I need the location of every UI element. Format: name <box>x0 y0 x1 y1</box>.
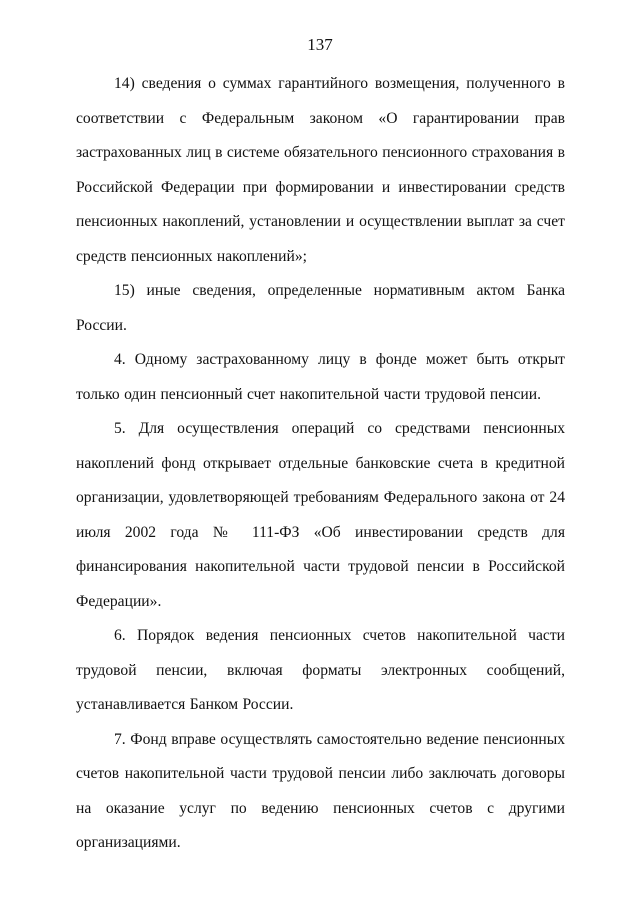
paragraph-clause-6: 6. Порядок ведения пенсионных счетов накопительной части трудовой пенсии, включая форматы электронных сообщений, устанавливается Банком России. <box>76 627 565 713</box>
document-body <box>76 67 565 861</box>
paragraph-clause-7: 7. Фонд вправе осуществлять самостоятельно ведение пенсионных счетов накопительной части трудовой пенсии либо заключать договоры на оказание услуг по ведению пенсионных счетов с другими организациями. <box>76 730 565 851</box>
paragraph-item-14: 14) сведения о суммах гарантийного возмещения, полученного в соответствии с Федеральным законом «О гарантировании прав застрахованных лиц в системе обязательного пенсионного страхования в Российской Федерации при формировании и инвестировании средств пенсионных накоплений, установлении и осуществлении выплат за счет средств пенсионных накоплений»; <box>76 75 565 265</box>
paragraph-item-15: 15) иные сведения, определенные нормативным актом Банка России. <box>76 282 565 334</box>
paragraph-clause-5: 5. Для осуществления операций со средствами пенсионных накоплений фонд открывает отдельные банковские счета в кредитной организации, удовлетворяющей требованиям Федерального закона от 24 июля 2002 года № 111-ФЗ «Об инвестировании средств для финансирования накопительной части трудовой пенсии в Российской Федерации». <box>76 420 565 610</box>
page-number: 137 <box>307 35 333 54</box>
paragraph-clause-4: 4. Одному застрахованному лицу в фонде может быть открыт только один пенсионный счет накопительной части трудовой пенсии. <box>76 351 565 403</box>
